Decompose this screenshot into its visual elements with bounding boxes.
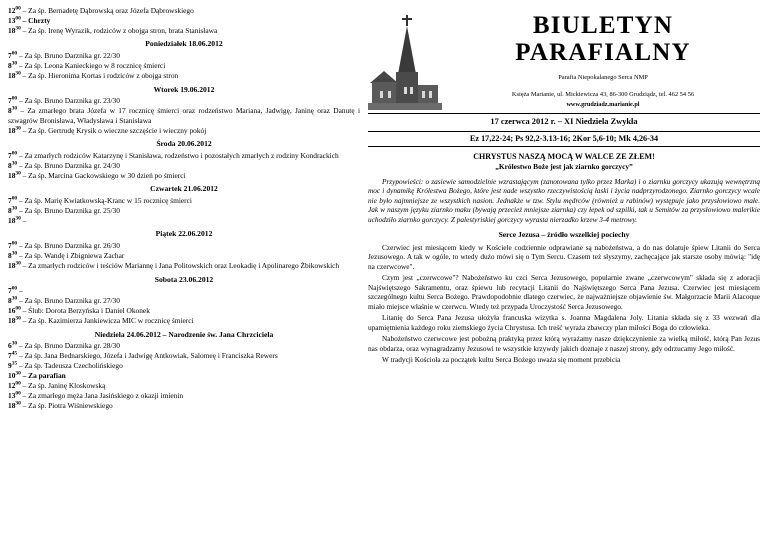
mass-time: 7 <box>8 150 12 160</box>
mass-intention-text: – Za zmarłych rodziców Katarzynę i Stanisława, rodzeństwo i pozostałych zmarłych z rodziny Kondrackich <box>18 150 339 160</box>
mass-time-minutes: 30 <box>15 170 21 177</box>
mass-entry <box>8 381 360 390</box>
homily-title: CHRYSTUS NASZĄ MOCĄ W WALCE ZE ZŁEM! <box>473 152 655 162</box>
bulletin-main-column <box>368 6 760 539</box>
day-heading: Poniedziałek 18.06.2012 <box>145 39 223 49</box>
mass-time: 6 <box>8 341 12 351</box>
church-icon <box>368 6 442 110</box>
mass-time: 18 <box>8 25 16 35</box>
mass-time: 13 <box>8 15 16 25</box>
mass-time-minutes: 30 <box>11 205 18 212</box>
mass-intention-text: – Za śp. Bruno Darznika gr. 24/30 <box>18 160 120 170</box>
mass-time: 18 <box>8 316 16 326</box>
mass-time: 7 <box>8 51 12 61</box>
article-title: Serce Jezusa – źródło wszelkiej pociechy <box>498 230 630 240</box>
mass-entry <box>8 206 360 215</box>
day-heading: Wtorek 19.06.2012 <box>153 84 215 94</box>
mass-entry <box>8 151 360 160</box>
mass-intention-text: – Za śp. Bruno Darznika gr. 25/30 <box>18 205 120 215</box>
readings-line: Ez 17,22-24; Ps 92,2-3.13-16; 2Kor 5,6-10; Mk 4,26-34 <box>368 131 760 147</box>
mass-time-minutes: 00 <box>15 390 21 397</box>
parish-name: Parafia Niepokalanego Serca NMP <box>558 74 648 81</box>
mass-intention-text: – Za śp. Jana Bednarskiego, Józefa i Jadwigę Antkowiak, Salomeę i Franciszka Rewers <box>18 351 278 361</box>
mass-entry <box>8 16 360 25</box>
mass-entry <box>8 96 360 105</box>
mass-time-minutes: 00 <box>15 15 21 22</box>
mass-entry <box>8 391 360 400</box>
article-paragraph: Czym jest „czerwcowe"? Nabożeństwo ku czci Serca Jezusowego, popularnie zwane „czerwcowym" składa się z adoracji Najświętszego Sakramentu, oraz śpiewu lub recytacji Litanii do Najświętszego Serca Pana Jezusa. Czerwiec jest miesiącem szczególnego kultu Serca Bożego. Prawdopodobnie dlatego czerwiec, że najważniejsze objawienie św. Małgorzacie Marii Alacoque miało miejsce właśnie w czerwcu. Wtedy też przypada Uroczystość Serca Jezusowego. <box>368 273 760 311</box>
mass-time: 18 <box>8 170 16 180</box>
mass-time: 18 <box>8 401 16 411</box>
mass-time: 18 <box>8 71 16 81</box>
mass-time: 8 <box>8 296 12 306</box>
mass-time: 12 <box>8 6 16 15</box>
mass-time: 7 <box>8 351 12 361</box>
day-block-wednesday <box>8 139 360 180</box>
mass-time-minutes: 30 <box>11 105 18 112</box>
mass-time-minutes: 00 <box>15 305 21 312</box>
mass-entry <box>8 171 360 180</box>
article-paragraph: W tradycji Kościoła za początek kultu Serca Bożego uważa się moment przebicia <box>382 355 621 365</box>
mass-time-minutes: 15 <box>11 360 18 367</box>
mass-intention-text: – Za śp. Kazimierza Jankiewicza MIC w rocznicę śmierci <box>22 316 194 326</box>
parish-address: Księża Marianie, ul. Mickiewicza 43, 86-300 Grudziądz, tel. 462 54 56 <box>511 90 695 98</box>
mass-entry <box>8 251 360 260</box>
masthead <box>368 6 760 110</box>
mass-time-minutes: 30 <box>15 215 21 222</box>
mass-time-minutes: 00 <box>11 150 18 157</box>
mass-time-minutes: 30 <box>15 70 21 77</box>
mass-intention-text: – Za śp. Bruno Darznika gr. 27/30 <box>18 296 120 306</box>
mass-intention-text: – Za śp. Hieronima Kortas i rodziców z obojga stron <box>22 71 179 81</box>
day-heading: Czwartek 21.06.2012 <box>150 184 218 194</box>
mass-time-minutes: 00 <box>11 240 18 247</box>
mass-intention-text: – <box>22 215 27 225</box>
mass-intention-text: – Ślub: Dorota Berzyńska i Daniel Okonek <box>22 306 150 316</box>
mass-intention-text: – Chrzty <box>22 15 51 25</box>
mass-time-minutes: 45 <box>11 350 18 357</box>
mass-entry <box>8 261 360 270</box>
mass-intention-text: – Za śp. Irenę Wyrazik, rodziców z obojga stron, brata Stanisława <box>22 25 218 35</box>
mass-time-minutes: 00 <box>15 5 21 12</box>
mass-time-minutes: 30 <box>15 370 21 377</box>
mass-entry <box>8 361 360 370</box>
mass-intention-text: – Za śp. Marcina Gackowskiego w 30 dzień po śmierci <box>22 170 186 180</box>
bulletin-title-line2: PARAFIALNY <box>515 39 691 66</box>
mass-time: 7 <box>8 96 12 106</box>
day-heading: Sobota 23.06.2012 <box>154 274 214 284</box>
mass-entry <box>8 71 360 80</box>
mass-intention-text: – Za śp. Wandę i Zbigniewa Zachar <box>18 251 125 261</box>
mass-intention-text: – Za zmarłego brata Józefa w 17 rocznicę śmierci oraz rodzeństwo Mariana, Jadwigę, Janinę oraz Danutę i szwagrów Bronisława, Władysława i Stanisława <box>8 106 360 125</box>
mass-time-minutes: 30 <box>11 340 18 347</box>
mass-entry <box>8 126 360 135</box>
mass-intention-text: – Za śp. Gertrudę Krysik o wieczne szczęście i wieczny pokój <box>22 125 207 135</box>
mass-time-minutes: 00 <box>11 50 18 57</box>
mass-time: 10 <box>8 371 16 381</box>
day-heading: Piątek 22.06.2012 <box>155 229 213 239</box>
mass-entry <box>8 351 360 360</box>
mass-intention-text: – Za zmarłych rodziców i teściów Mariannę i Jana Politowskich oraz Leokadię i Apolinarego Żbikowskich <box>22 261 340 271</box>
mass-entry <box>8 106 360 125</box>
mass-intention-text: – Za śp. Bernadetę Dąbrowską oraz Józefa Dąbrowskiego <box>22 6 194 15</box>
mass-entry <box>8 26 360 35</box>
mass-intention-text: – Za śp. Bruno Darznika gr. 22/30 <box>18 51 120 61</box>
mass-time: 13 <box>8 391 16 401</box>
mass-time-minutes: 00 <box>11 195 18 202</box>
mass-time-minutes: 30 <box>15 25 21 32</box>
mass-time-minutes: 30 <box>15 260 21 267</box>
mass-time: 8 <box>8 106 12 116</box>
mass-time-minutes: 30 <box>11 295 18 302</box>
day-block-saturday <box>8 275 360 326</box>
mass-time-minutes: 30 <box>11 250 18 257</box>
mass-time: 16 <box>8 306 16 316</box>
sunday-date-line: 17 czerwca 2012 r. – XI Niedziela Zwykła <box>490 117 638 126</box>
mass-entry <box>8 296 360 305</box>
mass-time: 8 <box>8 205 12 215</box>
mass-entry <box>8 401 360 410</box>
day-block-tuesday <box>8 85 360 136</box>
masthead-text <box>446 6 760 109</box>
day-block-friday <box>8 229 360 270</box>
homily-subtitle: „Królestwo Boże jest jak ziarnko gorczycy” <box>495 162 633 172</box>
mass-intention-text: – Za śp. Piotra Wiśniewskiego <box>22 401 113 411</box>
article-paragraph: Czerwiec jest miesiącem kiedy w Kościele codziennie odprawiane są nabożeństwa, a do nas dolatuje śpiew Litanii do Serca Jezusowego. A tak w ogóle, to wtedy dużo mówi się o Tym Sercu. Czasem też słyszymy, zachęcające jak starsze osoby mówią: "idę na czerwcowe". <box>368 242 760 271</box>
mass-intention-text: – Za parafian <box>22 371 66 381</box>
bulletin-title-line1: BIULETYN <box>532 12 674 39</box>
day-block-monday <box>8 39 360 80</box>
mass-time: 7 <box>8 195 12 205</box>
mass-intention-text: – Za śp. Bruno Darznika gr. 28/30 <box>18 341 120 351</box>
mass-time: 12 <box>8 381 16 391</box>
mass-intention-text: – Za śp. Marię Kwiatkowską-Kranc w 15 rocznicę śmierci <box>18 195 192 205</box>
mass-time-minutes: 30 <box>15 315 21 322</box>
mass-intentions-column <box>8 6 360 539</box>
mass-entry <box>8 371 360 380</box>
article-paragraph: Nabożeństwo czerwcowe jest pobożną praktyką przez którą wyrażamy nasze dziękczynienie za wielką miłość, którą Pan Jezus nas obdarza, oraz wynagradzamy Jezusowi te wszystkie krzywdy jakich doznaje z naszej strony, gdy odrzucamy Jego miłość. <box>368 334 760 353</box>
mass-entry <box>8 241 360 250</box>
day-heading: Niedziela 24.06.2012 – Narodzenie św. Jana Chrzciciela <box>94 329 274 339</box>
mass-time: 7 <box>8 286 12 296</box>
mass-entry <box>8 286 360 295</box>
mass-entry <box>8 61 360 70</box>
mass-time-minutes: 00 <box>11 95 18 102</box>
mass-entry <box>8 341 360 350</box>
mass-time: 8 <box>8 61 12 71</box>
masthead-divider <box>368 113 760 114</box>
parish-website: www.grudziadz.marianie.pl <box>566 101 640 109</box>
top-entries-group <box>8 6 360 35</box>
mass-time-minutes: 30 <box>15 125 21 132</box>
mass-entry <box>8 216 360 225</box>
mass-intention-text: – Za śp. Leona Kanieckiego w 8 rocznicę śmierci <box>18 61 166 71</box>
mass-entry <box>8 161 360 170</box>
homily-paragraph: Przypowieści: o zasiewie samodzielnie wzrastającym (zanotowana tylko przez Marka) i o ziarnku gorczycy ukazują wewnętrzną moc i dynamikę Królestwa Bożego, które jest nade wszystko rzeczywistością łaski i życia nadprzyrodzonego. Ziarnko gorczycy wcale nie było najmniejsze ze wszystkich nasion. Jednakże w tzw. Stylu mędrców (również u rabinów) występuje jako przysłowiowo małe. Jak w naszym języku ziarnko maku (bywają przecież mniejsze ziarnka) czy łepek od szpilki, tak u Semitów za przysłowiowo malerikie uchodziło ziarnko gorczycy. Z palestyriskiej gorczycy wyrasta nierzadko krzew 3-4 metrowy. <box>368 176 760 224</box>
mass-time-minutes: 30 <box>11 160 18 167</box>
mass-intention-text: – Za śp. Tadeusza Czecholińskiego <box>18 361 123 371</box>
day-block-thursday <box>8 184 360 225</box>
mass-time: 8 <box>8 251 12 261</box>
mass-time-minutes: 30 <box>15 400 21 407</box>
mass-time: 18 <box>8 215 16 225</box>
mass-intention-text: – Za śp. Bruno Darznika gr. 26/30 <box>18 241 120 251</box>
mass-time: 18 <box>8 261 16 271</box>
day-heading: Środa 20.06.2012 <box>156 139 212 149</box>
mass-intention-text: – Za śp. Bruno Darznika gr. 23/30 <box>18 96 120 106</box>
mass-entry <box>8 6 360 15</box>
mass-entry <box>8 316 360 325</box>
mass-time: 9 <box>8 361 12 371</box>
mass-time: 8 <box>8 160 12 170</box>
mass-time-minutes: 00 <box>15 380 21 387</box>
mass-entry <box>8 51 360 60</box>
mass-intention-text: – <box>18 286 23 296</box>
article-paragraph: Litanię do Serca Pana Jezusa ułożyła francuska wizytka s. Joanna Magdalena Joly. Litania składa się z 33 wezwań dla upamiętnienia każdego roku ziemskiego życia Chrystusa. Ich treść wyraża zbawczy plan miłości Boga do człowieka. <box>368 313 760 332</box>
mass-entry <box>8 196 360 205</box>
mass-intention-text: – Za zmarłego męża Jana Jasińskiego z okazji imienin <box>22 391 184 401</box>
mass-time-minutes: 30 <box>11 60 18 67</box>
mass-intention-text: – Za śp. Janinę Kloskowską <box>22 381 106 391</box>
mass-time: 18 <box>8 125 16 135</box>
mass-entry <box>8 306 360 315</box>
mass-time-minutes: 00 <box>11 285 18 292</box>
day-block-sunday <box>8 330 360 411</box>
mass-time: 7 <box>8 241 12 251</box>
